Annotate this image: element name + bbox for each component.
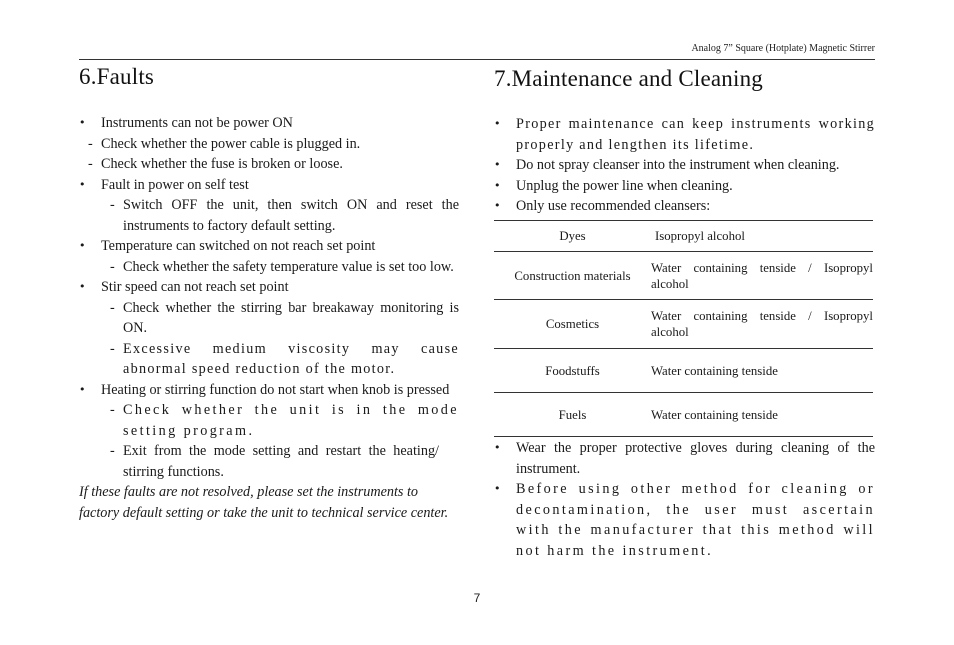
fault-remedy: - Check whether the stirring bar breakaway monitoring is ON. <box>110 299 459 336</box>
cleanser-category: Dyes <box>494 221 651 252</box>
maintenance-item: • Proper maintenance can keep instruments working properly and lengthen its lifetime. <box>494 114 875 155</box>
fault-item: • Fault in power on self test <box>79 175 459 196</box>
table-row <box>494 393 873 437</box>
header-divider <box>79 59 875 60</box>
maintenance-section-title: 7.Maintenance and Cleaning <box>494 66 763 91</box>
maintenance-item: • Wear the proper protective gloves during cleaning of the instrument. <box>494 438 875 479</box>
fault-remedy-text: Check whether the stirring bar breakaway monitoring is ON. <box>123 299 459 336</box>
maintenance-item: • Only use recommended cleansers: <box>494 196 875 217</box>
fault-remedy: - Check whether the unit is in the mode setting program. <box>110 402 459 439</box>
page-number: 7 <box>473 591 481 605</box>
fault-remedy: - Check whether the power cable is plugged in. <box>88 135 361 152</box>
cleanser-value: Water containing tenside <box>651 349 873 393</box>
fault-remedy-text: Check whether the power cable is plugged in. <box>101 135 361 152</box>
fault-remedy-text: Check whether the unit is in the mode setting program. <box>123 402 459 439</box>
cleanser-value: Water containing tenside / Isopropyl alcohol <box>651 300 873 349</box>
fault-remedy-text: Check whether the fuse is broken or loose. <box>101 156 343 172</box>
cleanser-category: Cosmetics <box>494 300 651 349</box>
maintenance-list-top <box>494 114 875 217</box>
fault-remedy: - Check whether the safety temperature value is set too low. <box>110 258 454 275</box>
fault-remedy: - Check whether the fuse is broken or loose. <box>88 156 343 172</box>
cleanser-value: Isopropyl alcohol <box>651 221 873 252</box>
cleanser-value: Water containing tenside / Isopropyl alcohol <box>651 252 873 300</box>
cleanser-category: Foodstuffs <box>494 349 651 393</box>
document-header-title: Analog 7” Square (Hotplate) Magnetic Stirrer <box>691 43 875 54</box>
fault-item: • Heating or stirring function do not start when knob is pressed <box>79 380 459 401</box>
faults-list <box>79 113 459 523</box>
fault-remedy-text: Excessive medium viscosity may cause abnormal speed reduction of the motor. <box>123 340 459 377</box>
faults-note: If these faults are not resolved, please set the instruments to factory default setting or take the unit to technical service center. <box>79 484 449 521</box>
cleanser-category: Fuels <box>494 393 651 437</box>
maintenance-item: • Unplug the power line when cleaning. <box>494 176 875 197</box>
table-row <box>494 221 873 252</box>
cleanser-table <box>494 220 873 437</box>
fault-item: • Stir speed can not reach set point <box>79 277 459 298</box>
fault-remedy: - Switch OFF the unit, then switch ON and reset the instruments to factory default setting. <box>110 197 459 234</box>
cleanser-value: Water containing tenside <box>651 393 873 437</box>
fault-remedy: - Exit from the mode setting and restart the heating/ stirring functions. <box>110 443 439 480</box>
fault-remedy-text: Exit from the mode setting and restart the heating/ stirring functions. <box>123 443 439 480</box>
fault-remedy: - Excessive medium viscosity may cause abnormal speed reduction of the motor. <box>110 340 459 377</box>
fault-item: • Instruments can not be power ON <box>79 113 459 134</box>
table-row <box>494 252 873 300</box>
fault-item: • Temperature can switched on not reach set point <box>79 236 459 257</box>
cleanser-category: Construction materials <box>494 252 651 300</box>
table-row <box>494 349 873 393</box>
fault-remedy-text: Switch OFF the unit, then switch ON and reset the instruments to factory default setting. <box>123 197 459 234</box>
fault-remedy-text: Check whether the safety temperature value is set too low. <box>123 258 454 275</box>
maintenance-item: • Do not spray cleanser into the instrument when cleaning. <box>494 155 875 176</box>
faults-section-title: 6.Faults <box>79 64 155 89</box>
table-row <box>494 300 873 349</box>
maintenance-item: • Before using other method for cleaning or decontamination, the user must ascertain with the manufacturer that this method will not harm the instrument. <box>494 479 875 561</box>
maintenance-list-bottom <box>494 438 875 561</box>
